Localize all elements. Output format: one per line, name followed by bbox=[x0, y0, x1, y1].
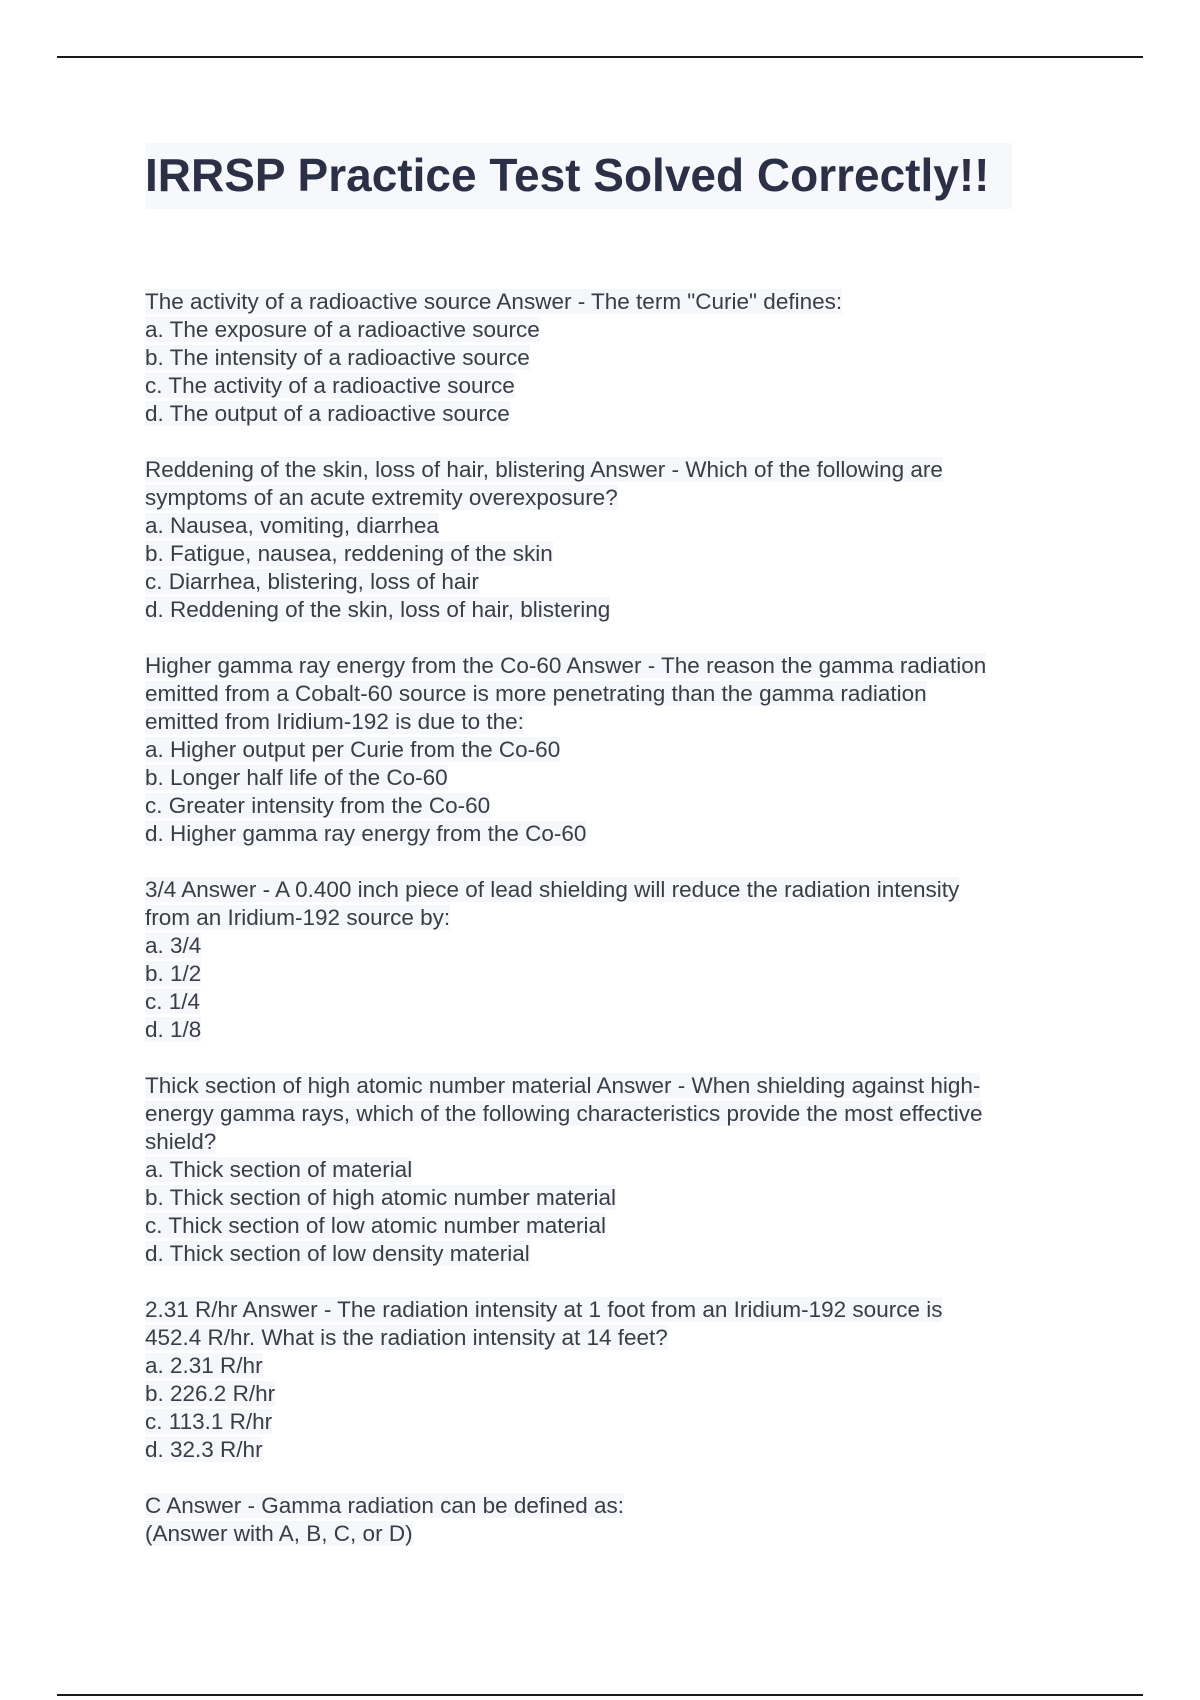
question-stem-line bbox=[145, 1324, 1065, 1352]
question-stem-line bbox=[145, 1492, 1065, 1520]
question-block bbox=[145, 1492, 1065, 1548]
question-stem-text: 452.4 R/hr. What is the radiation intensity at 14 feet? bbox=[145, 1325, 668, 1350]
question-list bbox=[145, 288, 1065, 1548]
question-stem-text: The activity of a radioactive source Answer - The term "Curie" defines: bbox=[145, 289, 843, 314]
answer-option bbox=[145, 792, 1065, 820]
question-stem-line bbox=[145, 680, 1065, 708]
answer-option-text: a. Higher output per Curie from the Co-60 bbox=[145, 737, 561, 762]
question-stem-line bbox=[145, 1100, 1065, 1128]
bottom-divider bbox=[57, 1694, 1143, 1696]
document-page bbox=[145, 143, 1065, 1576]
answer-option-text: b. The intensity of a radioactive source bbox=[145, 345, 530, 370]
answer-option-text: a. The exposure of a radioactive source bbox=[145, 317, 540, 342]
answer-option bbox=[145, 512, 1065, 540]
answer-option bbox=[145, 540, 1065, 568]
question-stem-text: 2.31 R/hr Answer - The radiation intensity at 1 foot from an Iridium-192 source is bbox=[145, 1297, 943, 1322]
answer-option-text: a. 2.31 R/hr bbox=[145, 1353, 263, 1378]
question-stem-text: 3/4 Answer - A 0.400 inch piece of lead shielding will reduce the radiation intensity bbox=[145, 877, 960, 902]
question-stem-line bbox=[145, 652, 1065, 680]
answer-option bbox=[145, 1016, 1065, 1044]
question-stem-line bbox=[145, 876, 1065, 904]
answer-option bbox=[145, 1408, 1065, 1436]
answer-option bbox=[145, 372, 1065, 400]
answer-option bbox=[145, 344, 1065, 372]
answer-option-text: c. The activity of a radioactive source bbox=[145, 373, 515, 398]
answer-option bbox=[145, 960, 1065, 988]
answer-option bbox=[145, 1352, 1065, 1380]
question-block bbox=[145, 1072, 1065, 1268]
answer-option-text: b. Fatigue, nausea, reddening of the skin bbox=[145, 541, 553, 566]
answer-option-text: d. Thick section of low density material bbox=[145, 1241, 530, 1266]
question-stem-text: emitted from a Cobalt-60 source is more penetrating than the gamma radiation bbox=[145, 681, 927, 706]
answer-option bbox=[145, 316, 1065, 344]
question-stem-line bbox=[145, 904, 1065, 932]
page-title: IRRSP Practice Test Solved Correctly!! bbox=[145, 143, 1012, 209]
question-stem-line bbox=[145, 484, 1065, 512]
question-stem-text: Reddening of the skin, loss of hair, blistering Answer - Which of the following are bbox=[145, 457, 943, 482]
answer-option bbox=[145, 596, 1065, 624]
answer-option bbox=[145, 736, 1065, 764]
question-block bbox=[145, 1296, 1065, 1464]
answer-option-text: a. Nausea, vomiting, diarrhea bbox=[145, 513, 439, 538]
question-stem-text: from an Iridium-192 source by: bbox=[145, 905, 451, 930]
question-stem-text: emitted from Iridium-192 is due to the: bbox=[145, 709, 524, 734]
question-stem-text: (Answer with A, B, C, or D) bbox=[145, 1521, 413, 1546]
answer-option bbox=[145, 1212, 1065, 1240]
answer-option-text: b. Thick section of high atomic number material bbox=[145, 1185, 617, 1210]
question-block bbox=[145, 652, 1065, 848]
answer-option-text: c. 113.1 R/hr bbox=[145, 1409, 273, 1434]
question-stem-line bbox=[145, 1128, 1065, 1156]
question-stem-line bbox=[145, 288, 1065, 316]
answer-option bbox=[145, 764, 1065, 792]
top-divider bbox=[57, 56, 1143, 58]
question-stem-line bbox=[145, 1520, 1065, 1548]
answer-option-text: b. 226.2 R/hr bbox=[145, 1381, 276, 1406]
answer-option bbox=[145, 1184, 1065, 1212]
question-stem-line bbox=[145, 456, 1065, 484]
question-stem-text: Higher gamma ray energy from the Co-60 Answer - The reason the gamma radiation bbox=[145, 653, 987, 678]
answer-option-text: b. 1/2 bbox=[145, 961, 202, 986]
answer-option bbox=[145, 1240, 1065, 1268]
answer-option-text: c. 1/4 bbox=[145, 989, 201, 1014]
answer-option bbox=[145, 932, 1065, 960]
answer-option bbox=[145, 1436, 1065, 1464]
answer-option-text: d. Reddening of the skin, loss of hair, blistering bbox=[145, 597, 611, 622]
question-stem-text: symptoms of an acute extremity overexposure? bbox=[145, 485, 618, 510]
answer-option bbox=[145, 568, 1065, 596]
answer-option bbox=[145, 1380, 1065, 1408]
question-stem-text: Thick section of high atomic number material Answer - When shielding against high- bbox=[145, 1073, 981, 1098]
answer-option-text: c. Greater intensity from the Co-60 bbox=[145, 793, 491, 818]
question-stem-line bbox=[145, 708, 1065, 736]
answer-option-text: c. Thick section of low atomic number material bbox=[145, 1213, 607, 1238]
question-block bbox=[145, 456, 1065, 624]
answer-option-text: b. Longer half life of the Co-60 bbox=[145, 765, 448, 790]
answer-option-text: d. 32.3 R/hr bbox=[145, 1437, 263, 1462]
answer-option-text: d. Higher gamma ray energy from the Co-60 bbox=[145, 821, 587, 846]
answer-option-text: a. Thick section of material bbox=[145, 1157, 413, 1182]
question-stem-line bbox=[145, 1072, 1065, 1100]
answer-option bbox=[145, 820, 1065, 848]
question-stem-text: C Answer - Gamma radiation can be defined as: bbox=[145, 1493, 624, 1518]
question-block bbox=[145, 288, 1065, 428]
answer-option-text: d. 1/8 bbox=[145, 1017, 202, 1042]
question-stem-text: shield? bbox=[145, 1129, 217, 1154]
answer-option-text: a. 3/4 bbox=[145, 933, 202, 958]
answer-option bbox=[145, 400, 1065, 428]
answer-option bbox=[145, 1156, 1065, 1184]
answer-option-text: c. Diarrhea, blistering, loss of hair bbox=[145, 569, 479, 594]
question-stem-text: energy gamma rays, which of the following characteristics provide the most effective bbox=[145, 1101, 983, 1126]
question-stem-line bbox=[145, 1296, 1065, 1324]
answer-option-text: d. The output of a radioactive source bbox=[145, 401, 510, 426]
question-block bbox=[145, 876, 1065, 1044]
answer-option bbox=[145, 988, 1065, 1016]
